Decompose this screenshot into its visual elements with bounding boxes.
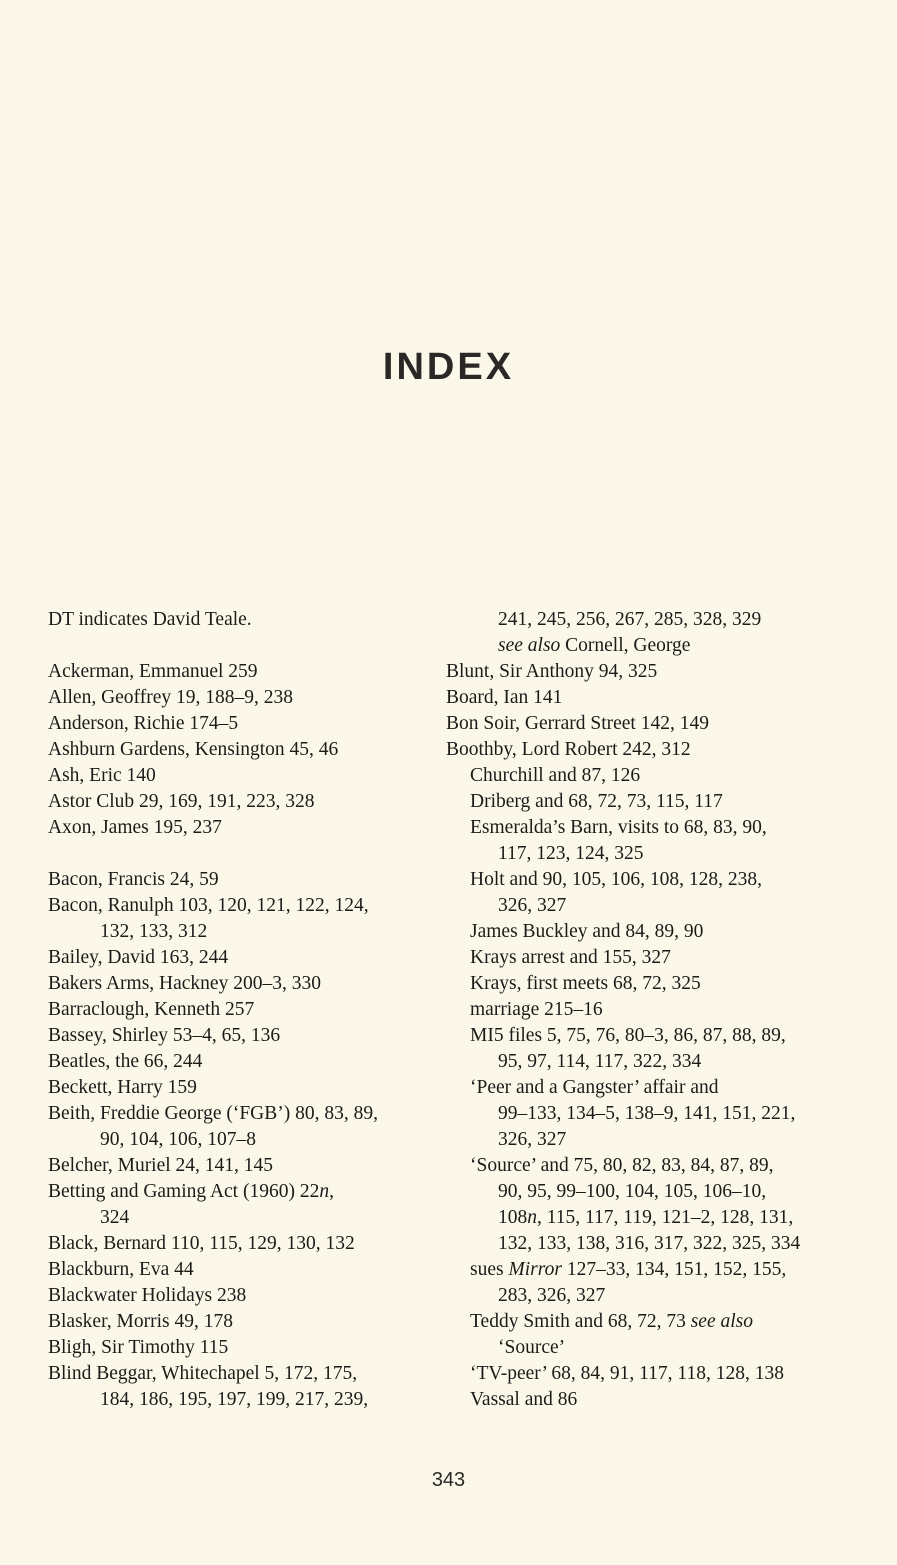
index-subentry-line: MI5 files 5, 75, 76, 80–3, 86, 87, 88, 89, [470, 1025, 786, 1046]
index-entry-line: Blackwater Holidays 238 [48, 1285, 247, 1306]
index-entry-line: Astor Club 29, 169, 191, 223, 328 [48, 791, 315, 812]
index-subentry-line: Krays, first meets 68, 72, 325 [470, 973, 701, 994]
index-subentry-line: 90, 95, 99–100, 104, 105, 106–10, [498, 1181, 767, 1202]
index-entry-line: Beckett, Harry 159 [48, 1077, 197, 1098]
index-column-right [446, 607, 886, 1413]
index-entry-line: Bailey, David 163, 244 [48, 947, 229, 968]
index-subentry-line: James Buckley and 84, 89, 90 [470, 921, 704, 942]
index-text-segment: see also [690, 1311, 753, 1332]
index-subentry-line: 184, 186, 195, 197, 199, 217, 239, [100, 1389, 369, 1410]
index-entry-line: Boothby, Lord Robert 242, 312 [446, 739, 691, 760]
index-entry-line: Anderson, Richie 174–5 [48, 713, 239, 734]
index-subentry-line: 324 [100, 1207, 130, 1228]
index-entry-line: Beith, Freddie George (‘FGB’) 80, 83, 89, [48, 1103, 379, 1124]
index-entry-line: Ackerman, Emmanuel 259 [48, 661, 258, 682]
index-entry-line: Ash, Eric 140 [48, 765, 156, 786]
index-subentry-line: 132, 133, 138, 316, 317, 322, 325, 334 [498, 1233, 801, 1254]
index-subentry-line: 117, 123, 124, 325 [498, 843, 644, 864]
index-subentry-line: Driberg and 68, 72, 73, 115, 117 [470, 791, 723, 812]
index-text-segment: Mirror [508, 1259, 562, 1280]
index-entry-line: Bacon, Francis 24, 59 [48, 869, 219, 890]
index-entry-line: Ashburn Gardens, Kensington 45, 46 [48, 739, 339, 760]
index-entry-line: Black, Bernard 110, 115, 129, 130, 132 [48, 1233, 355, 1254]
index-subentry-line: Esmeralda’s Barn, visits to 68, 83, 90, [470, 817, 767, 838]
index-subentry-line: 132, 133, 312 [100, 921, 208, 942]
index-entry-line: Axon, James 195, 237 [48, 817, 222, 838]
index-entry-line: DT indicates David Teale. [48, 609, 252, 630]
page-title: INDEX [382, 346, 515, 388]
page-number: 343 [431, 1469, 466, 1491]
index-subentry-line: Vassal and 86 [470, 1389, 578, 1410]
index-subentry-line: 99–133, 134–5, 138–9, 141, 151, 221, [498, 1103, 796, 1124]
index-subentry-line: ‘Source’ and 75, 80, 82, 83, 84, 87, 89, [470, 1155, 774, 1176]
index-subentry-line: 326, 327 [498, 1129, 567, 1150]
index-column-left [48, 607, 448, 1413]
index-entry-line: Board, Ian 141 [446, 687, 563, 708]
index-text-segment: Betting and Gaming Act (1960) 22 [48, 1181, 320, 1202]
index-spacer [48, 841, 448, 867]
index-text-segment: sues [470, 1259, 509, 1280]
index-subentry-line: ‘Source’ [498, 1337, 566, 1358]
index-entry-line: Blackburn, Eva 44 [48, 1259, 194, 1280]
index-entry-line [48, 1179, 448, 1205]
index-subentry-line: 283, 326, 327 [498, 1285, 606, 1306]
index-entry-line: Bakers Arms, Hackney 200–3, 330 [48, 973, 321, 994]
index-entry-line: Bacon, Ranulph 103, 120, 121, 122, 124, [48, 895, 369, 916]
index-subentry-line: 90, 104, 106, 107–8 [100, 1129, 256, 1150]
index-subentry-line: 95, 97, 114, 117, 322, 334 [498, 1051, 702, 1072]
index-entry-line: Bassey, Shirley 53–4, 65, 136 [48, 1025, 281, 1046]
index-text-segment: n [527, 1207, 537, 1228]
index-text-segment: Cornell, George [560, 635, 691, 656]
index-entry-line: Beatles, the 66, 244 [48, 1051, 203, 1072]
index-subentry-line [446, 633, 886, 659]
index-subentry-line [446, 1205, 886, 1231]
index-subentry-line: Churchill and 87, 126 [470, 765, 641, 786]
index-text-segment: n [319, 1181, 330, 1202]
index-subentry-line: Krays arrest and 155, 327 [470, 947, 671, 968]
index-entry-line: Blunt, Sir Anthony 94, 325 [446, 661, 658, 682]
index-entry-line: Barraclough, Kenneth 257 [48, 999, 255, 1020]
index-subentry-line: 326, 327 [498, 895, 567, 916]
index-text-segment: Teddy Smith and 68, 72, 73 [470, 1311, 691, 1332]
index-entry-line: Belcher, Muriel 24, 141, 145 [48, 1155, 274, 1176]
index-text-segment: 108 [498, 1207, 528, 1228]
index-entry-line: Allen, Geoffrey 19, 188–9, 238 [48, 687, 293, 708]
index-subentry-line: ‘TV-peer’ 68, 84, 91, 117, 118, 128, 138 [470, 1363, 784, 1384]
index-text-segment: 127–33, 134, 151, 152, 155, [561, 1259, 787, 1280]
index-text-segment: , [329, 1181, 334, 1202]
index-subentry-line: ‘Peer and a Gangster’ affair and [470, 1077, 719, 1098]
index-text-segment: , 115, 117, 119, 121–2, 128, 131, [537, 1207, 794, 1228]
index-text-segment: see also [498, 635, 561, 656]
index-entry-line: Blind Beggar, Whitechapel 5, 172, 175, [48, 1363, 358, 1384]
index-subentry-line: Holt and 90, 105, 106, 108, 128, 238, [470, 869, 762, 890]
index-entry-line: Bligh, Sir Timothy 115 [48, 1337, 229, 1358]
index-entry-line: Bon Soir, Gerrard Street 142, 149 [446, 713, 709, 734]
index-subentry-line: 241, 245, 256, 267, 285, 328, 329 [498, 609, 762, 630]
index-spacer [48, 633, 448, 659]
index-entry-line: Blasker, Morris 49, 178 [48, 1311, 233, 1332]
index-subentry-line [446, 1309, 886, 1335]
index-subentry-line: marriage 215–16 [470, 999, 603, 1020]
index-subentry-line [446, 1257, 886, 1283]
